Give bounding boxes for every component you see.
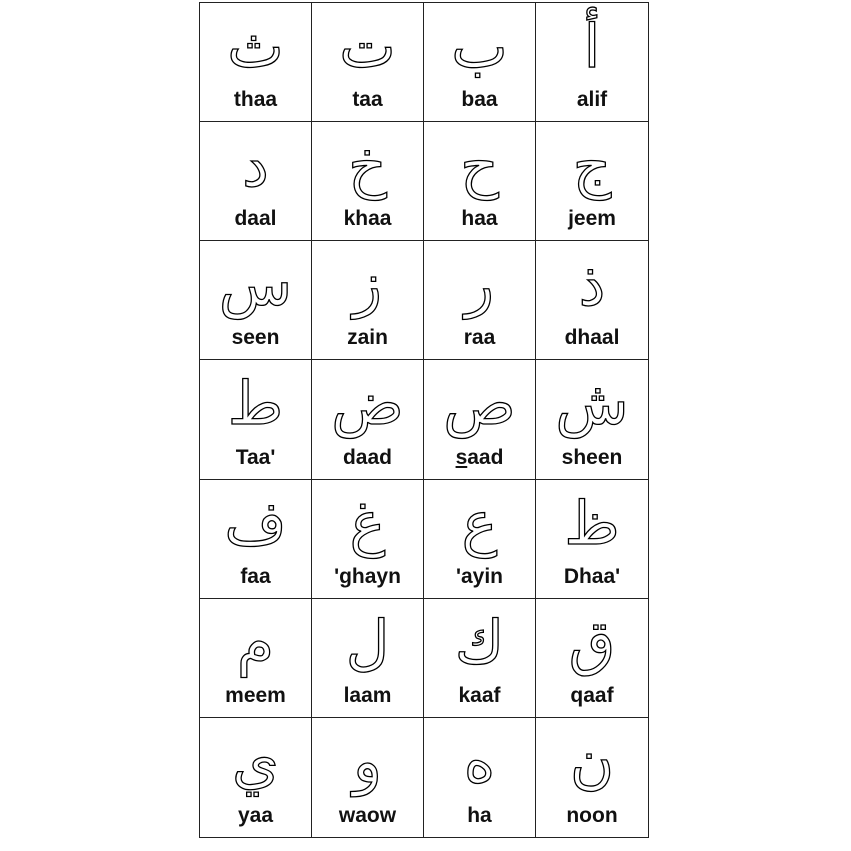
letter-cell-ayin [424, 480, 536, 599]
letter-cell-seen [200, 241, 312, 360]
letter-glyph: ق [568, 607, 616, 678]
letter-glyph: ج [572, 131, 612, 202]
letter-name: baa [461, 88, 498, 112]
letter-glyph: خ [348, 131, 387, 202]
letter-name: sheen [561, 445, 623, 469]
letter-glyph: غ [349, 488, 386, 559]
letter-cell-zain [312, 241, 424, 360]
letter-name: zain [347, 326, 388, 350]
letter-glyph: ب [451, 12, 508, 82]
letter-name-rest: aad [467, 445, 504, 469]
letter-cell-yaa [200, 718, 312, 837]
letter-name: jeem [568, 207, 616, 231]
letter-name: haa [461, 207, 498, 231]
letter-name: seen [231, 326, 280, 350]
letter-name: daad [342, 445, 392, 469]
letter-cell-jeem [536, 122, 648, 241]
letter-glyph: ل [345, 607, 390, 678]
letter-name: noon [566, 804, 618, 827]
letter-cell-thaa [200, 3, 312, 122]
letter-glyph: س [218, 250, 293, 321]
letter-glyph: ع [461, 488, 498, 559]
letter-cell-haa [424, 122, 536, 241]
letter-glyph: ظ [564, 488, 620, 559]
letter-glyph: ن [569, 726, 615, 797]
letter-glyph: ت [339, 12, 396, 82]
letter-name: daal [234, 207, 277, 231]
letter-glyph: ط [227, 369, 284, 440]
letter-glyph: ر [465, 250, 494, 321]
letter-cell-dhaa [536, 480, 648, 599]
letter-name: yaa [237, 804, 274, 827]
letter-cell-daal [200, 122, 312, 241]
letter-name: khaa [343, 207, 392, 231]
letter-name: Taa' [235, 445, 276, 469]
letter-glyph: أ [583, 12, 601, 82]
letter-glyph: ث [227, 12, 284, 82]
letter-cell-qaaf [536, 599, 648, 718]
letter-glyph: ك [454, 607, 505, 678]
letter-glyph: ف [224, 488, 287, 559]
letter-name: meem [225, 683, 286, 707]
letter-cell-taa-emphatic [200, 360, 312, 479]
letter-name [424, 446, 535, 470]
letter-name: raa [463, 326, 496, 350]
letter-glyph: ص [443, 369, 516, 440]
letter-cell-saad [424, 360, 536, 479]
letter-cell-dhaal [536, 241, 648, 360]
letter-cell-taa [312, 3, 424, 122]
letter-cell-alif [536, 3, 648, 122]
letter-glyph: ي [232, 726, 279, 797]
letter-name: Dhaa' [563, 564, 621, 588]
letter-glyph: ض [331, 369, 404, 440]
letter-glyph: د [242, 131, 269, 202]
letter-cell-kaaf [424, 599, 536, 718]
letter-name: kaaf [458, 683, 501, 707]
letter-glyph: م [236, 607, 275, 678]
letter-glyph: ش [555, 369, 629, 440]
letter-cell-baa [424, 3, 536, 122]
alphabet-grid [199, 2, 649, 838]
letter-name: waow [338, 804, 397, 827]
letter-name: 'ghayn [334, 564, 401, 588]
letter-cell-waow [312, 718, 424, 837]
letter-name: thaa [233, 88, 278, 112]
letter-cell-noon [536, 718, 648, 837]
letter-name: qaaf [570, 683, 614, 707]
letter-name-underlined-part: s [455, 445, 468, 469]
letter-glyph: ز [353, 250, 382, 321]
letter-name: faa [240, 564, 271, 588]
letter-name: 'ayin [455, 564, 503, 588]
letter-cell-daad [312, 360, 424, 479]
letter-name: ha [467, 804, 492, 827]
letter-name: alif [576, 88, 608, 112]
letter-name: dhaal [564, 326, 620, 350]
letter-cell-faa [200, 480, 312, 599]
letter-glyph: ه [463, 726, 496, 797]
letter-glyph: ح [460, 131, 499, 202]
letter-glyph: ذ [578, 250, 606, 321]
letter-cell-meem [200, 599, 312, 718]
letter-cell-khaa [312, 122, 424, 241]
letter-cell-sheen [536, 360, 648, 479]
letter-cell-ha [424, 718, 536, 837]
letter-cell-ghayn [312, 480, 424, 599]
letter-name: taa [352, 88, 383, 112]
letter-cell-raa [424, 241, 536, 360]
letter-cell-laam [312, 599, 424, 718]
letter-name: laam [343, 683, 392, 707]
letter-glyph: و [353, 726, 382, 797]
